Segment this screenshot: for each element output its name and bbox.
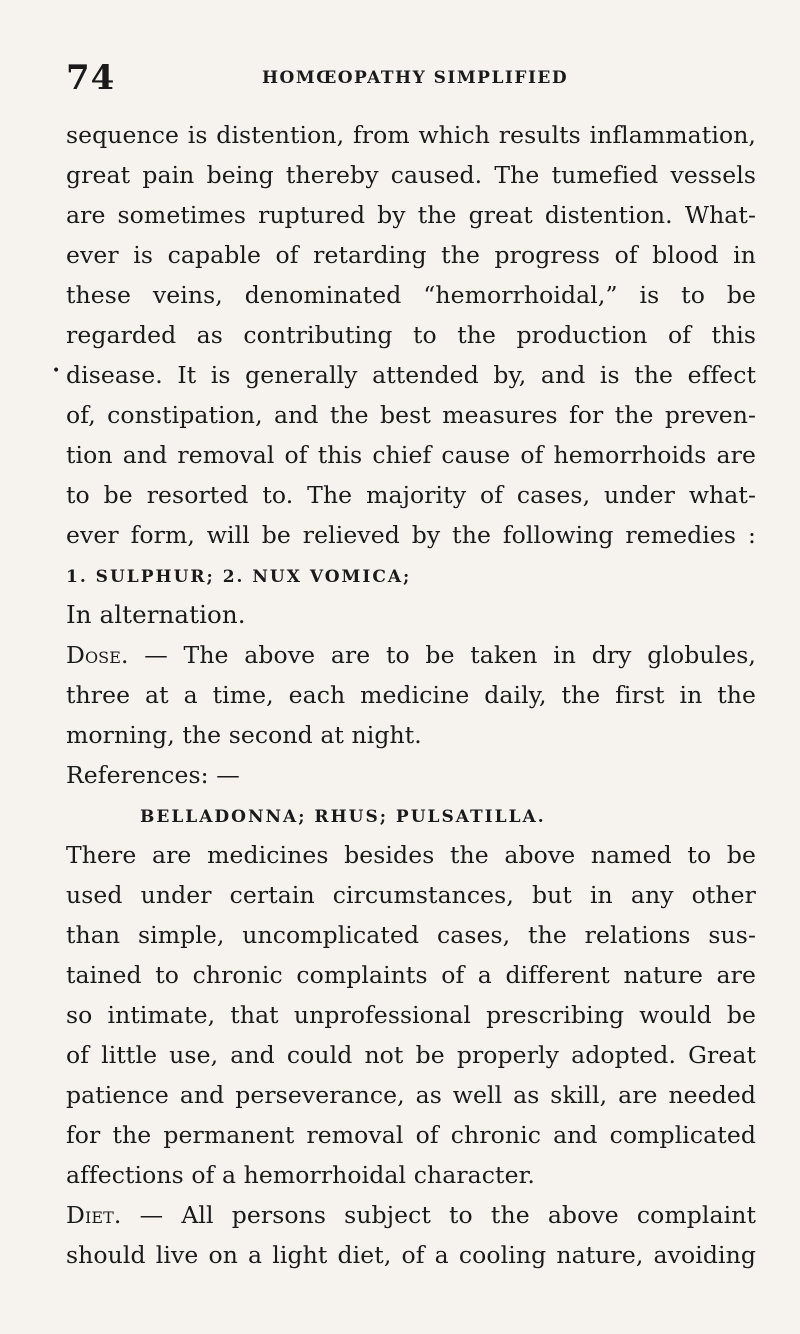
text-line: patience and perseverance, as well as skill, are needed [66,1081,756,1109]
alternation-note: In alternation. [66,600,246,629]
text-line: for the permanent removal of chronic and complicated [66,1121,756,1149]
text-line: than simple, uncomplicated cases, the relations sus- [66,921,756,949]
text-line: great pain being thereby caused. The tumefied vessels [66,161,756,189]
text-line: morning, the second at night. [66,721,422,749]
references-label: References: — [66,761,240,789]
running-head: HOMŒOPATHY SIMPLIFIED [262,68,569,88]
text-line: used under certain circumstances, but in any other [66,881,756,909]
text-line: There are medicines besides the above named to be [66,841,756,869]
diet-text: — All persons subject to the above complaint [139,1201,756,1229]
text-line: tion and removal of this chief cause of hemorrhoids are [66,441,756,469]
text-line: are sometimes ruptured by the great distention. What- [66,201,756,229]
diet-label: Diet. [66,1201,122,1229]
references-list: BELLADONNA; RHUS; PULSATILLA. [140,807,546,827]
text-line: three at a time, each medicine daily, the first in the [66,681,756,709]
dose-label: Dose. [66,641,129,669]
text-line: disease. It is generally attended by, and is the effect [66,361,756,389]
text-line: so intimate, that unprofessional prescribing would be [66,1001,756,1029]
text-line: regarded as contributing to the production of this [66,321,756,349]
text-line: ever form, will be relieved by the following remedies : [66,521,756,549]
page-header [66,58,746,98]
text-line: should live on a light diet, of a cooling nature, avoiding [66,1241,756,1269]
text-line: of little use, and could not be properly adopted. Great [66,1041,756,1069]
text-line: these veins, denominated “hemorrhoidal,” is to be [66,281,756,309]
text-line: ever is capable of retarding the progress of blood in [66,241,756,269]
text-line: tained to chronic complaints of a different nature are [66,961,756,989]
remedies-list: 1. SULPHUR; 2. NUX VOMICA; [66,567,412,587]
page-number: 74 [66,58,116,98]
margin-mark: • [52,363,61,379]
text-line: of, constipation, and the best measures for the preven- [66,401,756,429]
text-line: sequence is distention, from which results inflammation, [66,121,756,149]
text-line: affections of a hemorrhoidal character. [66,1161,535,1189]
text-line: to be resorted to. The majority of cases, under what- [66,481,756,509]
dose-text: — The above are to be taken in dry globules, [144,641,756,669]
